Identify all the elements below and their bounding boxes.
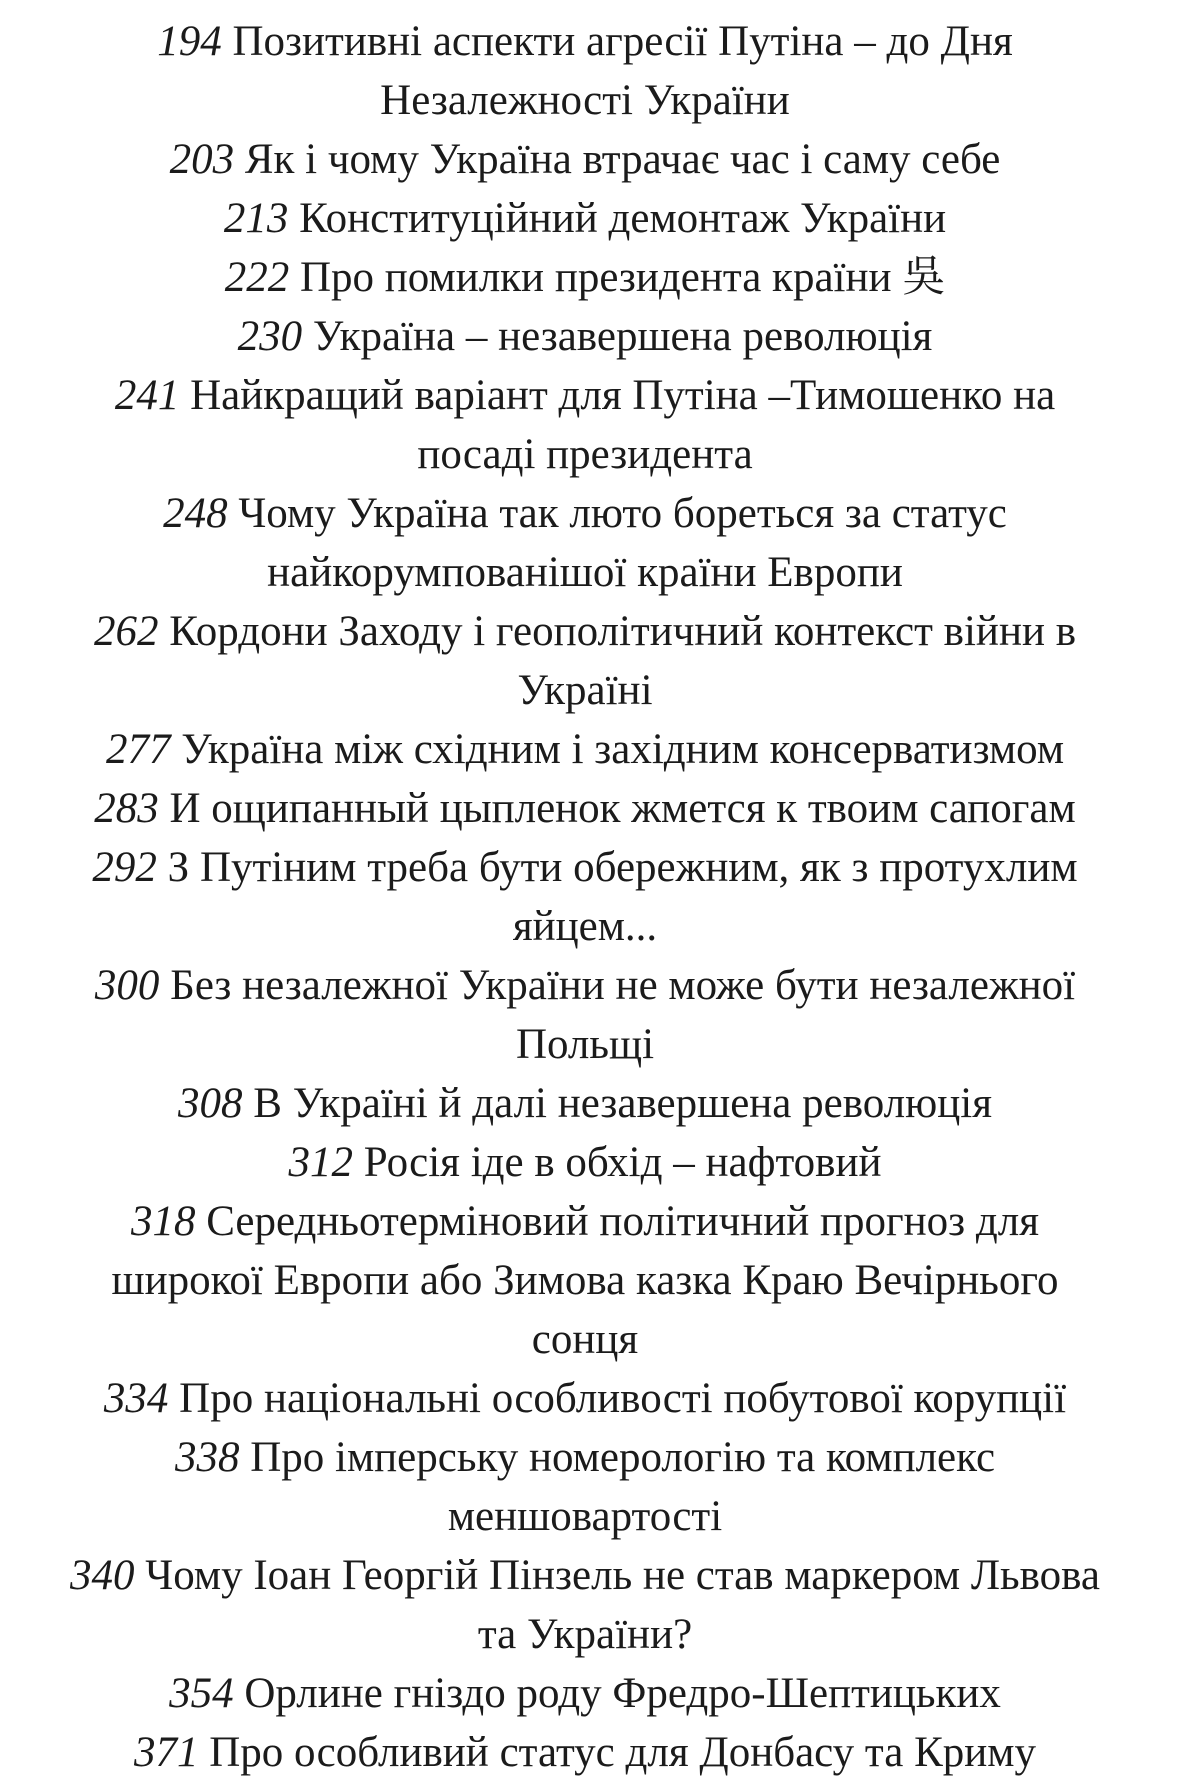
toc-page-number: 248 [163,490,228,537]
toc-entry[interactable] [10,366,1160,484]
toc-entry[interactable] [10,1192,1160,1369]
toc-page-number: 277 [105,726,171,773]
toc-entry[interactable] [10,720,1160,779]
toc-entry[interactable] [10,307,1160,366]
toc-page-number: 308 [178,1080,243,1127]
toc-entry[interactable] [10,1664,1160,1723]
toc-title: Позитивні аспекти агресії Путіна – до Дня Незалежності України [221,18,1013,124]
toc-entry[interactable] [10,1369,1160,1428]
toc-page-number: 371 [134,1729,199,1776]
toc-entry[interactable] [10,1546,1160,1664]
toc-entry[interactable] [10,838,1160,956]
toc-page-number: 354 [169,1670,234,1717]
toc-page-number: 334 [103,1375,169,1422]
toc-title: З Путіним треба бути обережним, як з протухлим яйцем... [156,844,1078,950]
toc-entry[interactable] [10,484,1160,602]
toc-page-number: 203 [169,136,235,183]
toc-entry[interactable] [10,956,1160,1074]
toc-entry[interactable] [10,779,1160,838]
toc-title: Україна між східним і західним консерватизмом [170,726,1065,773]
toc-title: Про імперську номерологію та комплекс меншовартості [239,1434,996,1540]
toc-entry[interactable] [10,1133,1160,1192]
toc-page-number: 262 [93,608,159,655]
toc-entry[interactable] [10,1428,1160,1546]
toc-title: Як і чому Україна втрачає час і саму себе [234,136,1001,183]
toc-page-number: 292 [92,844,157,891]
toc-page-number: 230 [237,313,303,360]
toc-title: Україна – незавершена революція [302,313,933,360]
toc-page-number: 194 [157,18,222,65]
toc-title: Кордони Заходу і геополітичний контекст війни в Україні [158,608,1077,714]
toc-title: Про національні особливості побутової корупції [168,1375,1067,1422]
toc-entry[interactable] [10,1074,1160,1133]
toc-entry[interactable] [10,248,1160,307]
toc-page-number: 312 [288,1139,353,1186]
toc-title: Найкращий варіант для Путіна –Тимошенко на посаді президента [179,372,1056,478]
toc-page-number: 300 [94,962,160,1009]
toc-entry[interactable] [10,602,1160,720]
toc-title: Про помилки президента країни 吳 [289,254,946,301]
toc-title: Орлине гніздо роду Фредро-Шептицьких [233,1670,1001,1717]
toc-page-number: 283 [94,785,159,832]
toc-page-number: 318 [130,1198,196,1245]
toc-title: Чому Україна так люто бореться за статус найкорумпованішої країни Европи [227,490,1007,596]
toc-title: В Україні й далі незавершена революція [242,1080,992,1127]
toc-page-number: 222 [224,254,290,301]
toc-entry[interactable] [10,130,1160,189]
toc-title: И ощипанный цыпленок жмется к твоим сапогам [158,785,1076,832]
toc-title: Чому Іоан Георгій Пінзель не став маркером Львова та України? [134,1552,1100,1658]
toc-title: Без незалежної України не може бути незалежної Польщі [159,962,1076,1068]
toc-page-number: 213 [223,195,289,242]
toc-entry[interactable] [10,189,1160,248]
toc-entry[interactable] [10,12,1160,130]
toc-page-number: 338 [174,1434,240,1481]
toc-title: Середньотерміновий політичний прогноз для широкої Европи або Зимова казка Краю Вечірнього сонця [111,1198,1059,1363]
toc-page-number: 340 [70,1552,135,1599]
toc-page-number: 241 [114,372,180,419]
toc-title: Росія іде в обхід – нафтовий [352,1139,882,1186]
toc-title: Конституційний демонтаж України [288,195,947,242]
toc-entry[interactable] [10,1723,1160,1782]
toc-title: Про особливий статус для Донбасу та Криму [198,1729,1036,1776]
